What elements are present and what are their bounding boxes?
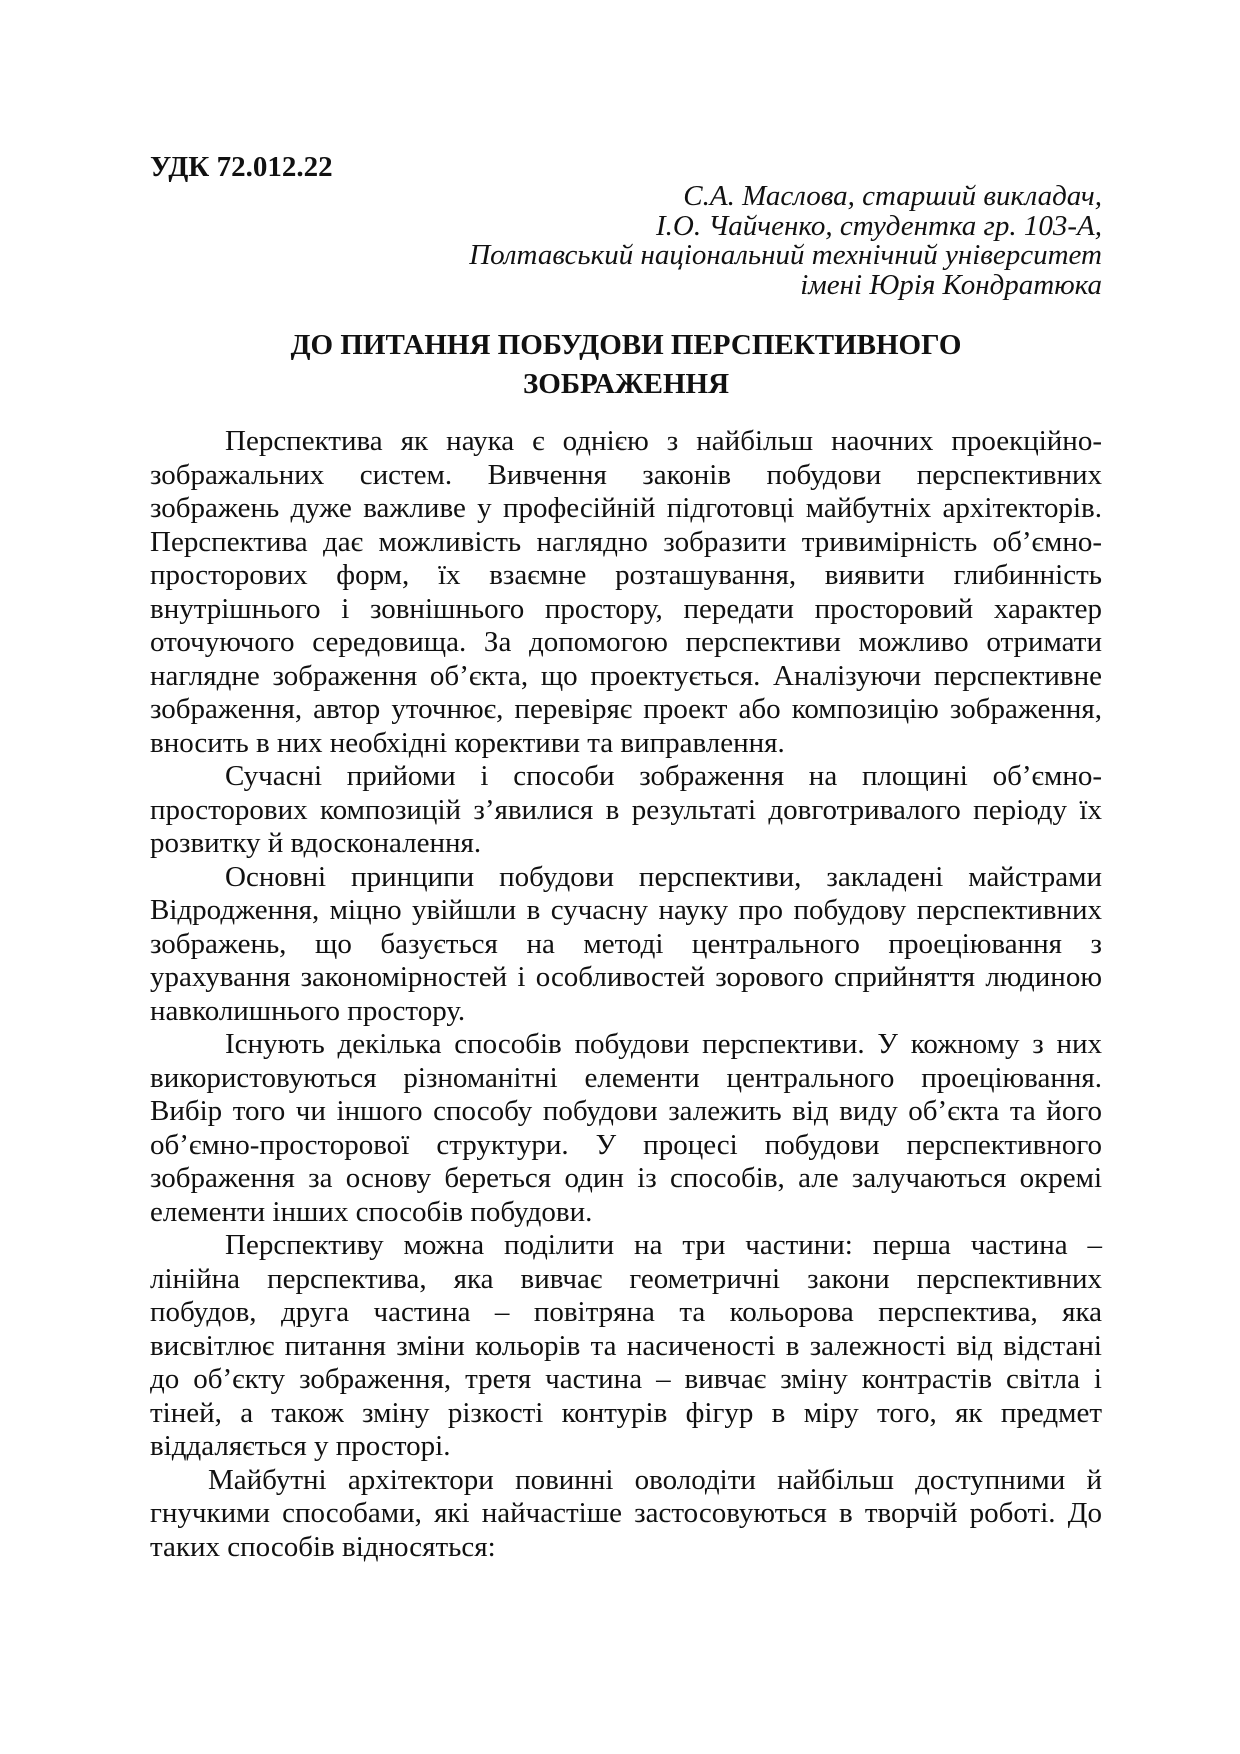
paragraph-line: Вибір того чи іншого способу побудови залежить від виду об’єкта та його — [150, 1095, 1102, 1127]
paragraph — [150, 425, 1102, 760]
author-block — [469, 182, 1102, 300]
paragraph-line: просторових композицій з’явилися в результаті довготривалого періоду їх — [150, 793, 1102, 826]
paragraph-line: зображення за основу береться один із способів, але залучаються окремі — [150, 1162, 1102, 1194]
paragraph-line: висвітлює питання зміни кольорів та насиченості в залежності від відстані — [150, 1329, 1102, 1362]
paragraph-line: Перспективу можна поділити на три частини: перша частина – — [225, 1229, 1102, 1261]
paragraph — [150, 1028, 1102, 1229]
paragraph — [150, 760, 1102, 861]
paragraph-line: об’ємно-просторової структури. У процесі побудови перспективного — [150, 1128, 1102, 1161]
paragraph-line: просторових форм, їх взаємне розташування, виявити глибинність — [150, 559, 1102, 591]
paragraph-line: оточуючого середовища. За допомогою перспективи можливо отримати — [150, 626, 1102, 658]
paragraph-line: зображальних систем. Вивчення законів побудови перспективних — [150, 458, 1102, 491]
paragraph-line: навколишнього простору. — [150, 994, 466, 1027]
paragraph-line: до об’єкту зображення, третя частина – вивчає зміну контрастів світла і — [150, 1363, 1102, 1395]
paragraph-line: внутрішнього і зовнішнього простору, передати просторовий характер — [150, 592, 1102, 625]
title-line: ДО ПИТАННЯ ПОБУДОВИ ПЕРСПЕКТИВНОГО — [290, 329, 962, 361]
paragraph — [150, 1229, 1102, 1464]
paragraph-line: елементи інших способів побудови. — [150, 1195, 593, 1228]
paragraph-line: зображень, що базується на методі центрального проеціювання з — [150, 927, 1102, 960]
article-title — [150, 326, 1102, 404]
paragraph — [150, 861, 1102, 1029]
paragraph-line: Перспектива як наука є однією з найбільш наочних проекційно- — [225, 425, 1102, 457]
paragraph-line: гнучкими способами, які найчастіше застосовуються в творчій роботі. До — [150, 1497, 1102, 1529]
paragraph-line: вносить в них необхідні корективи та виправлення. — [150, 726, 785, 759]
paragraph — [150, 1464, 1102, 1565]
paragraph-line: Перспектива дає можливість наглядно зобразити тривимірність об’ємно- — [150, 525, 1102, 558]
paragraph-line: побудов, друга частина – повітряна та кольорова перспектива, яка — [150, 1296, 1102, 1328]
paragraph-line: таких способів відносяться: — [150, 1530, 496, 1563]
paragraph-line: віддаляється у просторі. — [150, 1430, 451, 1462]
paragraph-line: використовуються різноманітні елементи центрального проеціювання. — [150, 1061, 1102, 1094]
article-body — [150, 425, 1102, 1564]
paragraph-line: Існують декілька способів побудови перспективи. У кожному з них — [225, 1028, 1102, 1060]
paragraph-line: тіней, а також зміну різкості контурів фігур в міру того, як предмет — [150, 1396, 1102, 1429]
author-line: І.О. Чайченко, студентка гр. 103-А, — [655, 209, 1102, 242]
affiliation-line: Полтавський національний технічний університет — [469, 239, 1102, 271]
paragraph-line: зображень дуже важливе у професійній підготовці майбутніх архітекторів. — [150, 492, 1102, 524]
paragraph-line: Майбутні архітектори повинні оволодіти найбільш доступними й — [208, 1463, 1102, 1496]
udc-code: УДК 72.012.22 — [150, 151, 333, 183]
title-line: ЗОБРАЖЕННЯ — [522, 368, 730, 400]
paragraph-line: зображення, автор уточнює, перевіряє проект або композицію зображення, — [150, 693, 1102, 725]
affiliation-line: імені Юрія Кондратюка — [800, 268, 1102, 301]
paragraph-line: урахування закономірностей і особливостей зорового сприйняття людиною — [150, 961, 1102, 993]
paragraph-line: Сучасні прийоми і способи зображення на площині об’ємно- — [225, 760, 1102, 792]
paragraph-line: Відродження, міцно увійшли в сучасну науку про побудову перспективних — [150, 894, 1102, 926]
paragraph-line: розвитку й вдосконалення. — [150, 827, 482, 859]
author-line: С.А. Маслова, старший викладач, — [683, 180, 1102, 212]
paragraph-line: Основні принципи побудови перспективи, закладені майстрами — [225, 860, 1102, 893]
paragraph-line: наглядне зображення об’єкта, що проектується. Аналізуючи перспективне — [150, 659, 1102, 692]
paragraph-line: лінійна перспектива, яка вивчає геометричні закони перспективних — [150, 1262, 1102, 1295]
